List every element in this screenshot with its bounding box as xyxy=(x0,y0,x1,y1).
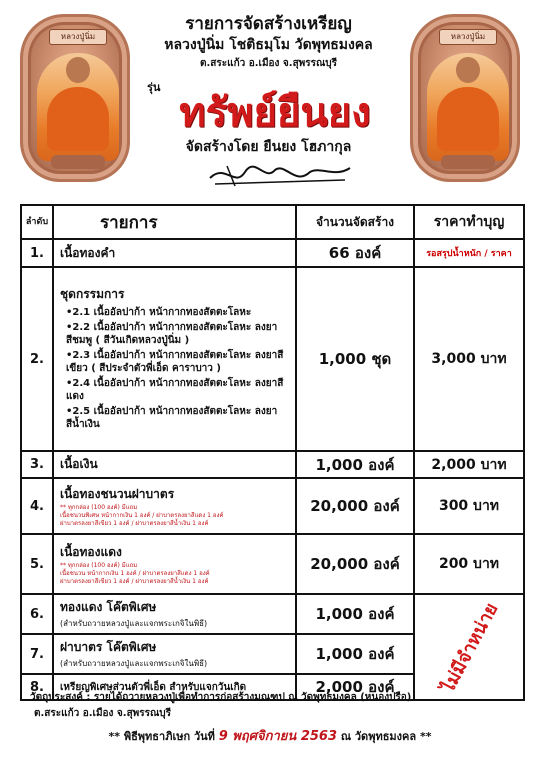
row-price: 300 บาท xyxy=(414,478,524,534)
row-price: 2,000 บาท xyxy=(414,451,524,478)
sub-item: •2.5 เนื้ออัลปาก้า หน้ากากทองสัตตะโลหะ ลงยาสีน้ำเงิน xyxy=(66,406,278,430)
monk-robe xyxy=(437,87,499,151)
purpose-line: วัตถุประสงค์ : รายได้ถวายหลวงปู่เพื่อทำการก่อสร้างมณฑป ณ วัดพุทธมงคล (หนองปรือ) xyxy=(30,692,412,703)
row-item xyxy=(53,594,296,634)
purpose-text xyxy=(30,690,520,722)
monk-head xyxy=(456,57,480,83)
ceremony-line xyxy=(30,725,510,746)
header-no: ลำดับ xyxy=(21,205,53,239)
row-item-title: ทองแดง โค๊ตพิเศษ xyxy=(60,600,157,614)
medal-image-right xyxy=(410,14,520,182)
row-note: (สำหรับถวายหลวงปู่และแจกพระเกจิในพิธี) xyxy=(60,619,208,628)
row-no: 8. xyxy=(21,674,53,700)
row-no: 3. xyxy=(21,451,53,478)
table-row xyxy=(21,478,524,534)
table-row xyxy=(21,534,524,594)
header xyxy=(0,0,537,200)
page-title: รายการจัดสร้างเหรียญ xyxy=(185,14,352,34)
bonus-note: เนื้อชนวนพิเศษ หน้ากากเงิน 1 องค์ / ฝาบาตรลงยาสีแดง 1 องค์ xyxy=(60,511,224,519)
row-price: รอสรุปน้ำหนัก / ราคา xyxy=(414,239,524,267)
row-no: 2. xyxy=(21,267,53,451)
table-row xyxy=(21,267,524,451)
row-no: 6. xyxy=(21,594,53,634)
bonus-note: ** ทุกกล่อง (100 องค์) มีแถม xyxy=(60,561,138,569)
row-no: 7. xyxy=(21,634,53,674)
row-item-title: ฝาบาตร โค๊ตพิเศษ xyxy=(60,640,157,654)
row-item xyxy=(53,478,296,534)
row-item-title: เนื้อทองชนวนฝาบาตร xyxy=(60,486,175,501)
signature-image xyxy=(205,158,355,190)
monk-name: หลวงปู่นิ่ม โชติธมฺโม วัดพุทธมงคล xyxy=(164,37,373,53)
table-row xyxy=(21,451,524,478)
medal-image-left xyxy=(20,14,130,182)
bonus-note: ฝาบาตรลงยาสีเขียว 1 องค์ / ฝาบาตรลงยาสีน้ำเงิน 1 องค์ xyxy=(60,519,209,527)
row-qty: 1,000 องค์ xyxy=(296,451,414,478)
row-no: 1. xyxy=(21,239,53,267)
medal-base xyxy=(441,155,495,169)
row-item xyxy=(53,267,296,451)
row-no: 4. xyxy=(21,478,53,534)
table-row xyxy=(21,594,524,634)
sub-item: •2.4 เนื้ออัลปาก้า หน้ากากทองสัตตะโลหะ ลงยาสีแดง xyxy=(66,378,284,402)
row-no: 5. xyxy=(21,534,53,594)
row-qty: 20,000 องค์ xyxy=(296,478,414,534)
row-qty: 2,000 องค์ xyxy=(296,674,414,700)
not-for-sale-cell xyxy=(414,594,524,700)
bonus-note: ** ทุกกล่อง (100 องค์) มีแถม xyxy=(60,503,138,511)
row-item xyxy=(53,534,296,594)
ceremony-post: ณ วัดพุทธมงคล ** xyxy=(340,730,432,743)
row-item xyxy=(53,634,296,674)
ceremony-date: 9 พฤศจิกายน 2563 xyxy=(218,729,337,744)
row-item-title: ชุดกรรมการ xyxy=(60,287,125,301)
row-qty: 1,000 ชุด xyxy=(296,267,414,451)
sub-item: •2.3 เนื้ออัลปาก้า หน้ากากทองสัตตะโลหะ ลงยาสีเขียว ( สีประจำตัวพี่เอ็ด คาราบาว ) xyxy=(66,350,284,374)
sub-item: •2.2 เนื้ออัลปาก้า หน้ากากทองสัตตะโลหะ ลงยาสีชมพู ( สีวันเกิดหลวงปู่นิ่ม ) xyxy=(66,322,278,346)
row-price: 200 บาท xyxy=(414,534,524,594)
table-row xyxy=(21,239,524,267)
ceremony-pre: ** พิธีพุทธาภิเษก วันที่ xyxy=(108,730,215,743)
production-table xyxy=(20,204,525,701)
sub-item: •2.1 เนื้ออัลปาก้า หน้ากากทองสัตตะโลหะ xyxy=(66,307,252,318)
bonus-note: เนื้อชนวน หน้ากากเงิน 1 องค์ / ฝาบาตรลงยาสีแดง 1 องค์ xyxy=(60,569,210,577)
header-price: ราคาทำบุญ xyxy=(414,205,524,239)
temple-address: ต.สระแก้ว อ.เมือง จ.สุพรรณบุรี xyxy=(199,58,337,69)
row-qty: 1,000 องค์ xyxy=(296,594,414,634)
medal-plate-text: หลวงปู่นิ่ม xyxy=(49,29,107,45)
purpose-address: ต.สระแก้ว อ.เมือง จ.สุพรรณบุรี xyxy=(34,708,172,719)
medal-plate-text: หลวงปู่นิ่ม xyxy=(439,29,497,45)
medal-base xyxy=(51,155,105,169)
row-qty: 66 องค์ xyxy=(296,239,414,267)
run-label: รุ่น xyxy=(147,81,161,94)
row-item: เหรียญพิเศษส่วนตัวพี่เอ็ด สำหรับแจกวันเกิด xyxy=(53,674,296,700)
row-qty: 20,000 องค์ xyxy=(296,534,414,594)
header-item: รายการ xyxy=(53,205,296,239)
bonus-note: ฝาบาตรลงยาสีเขียว 1 องค์ / ฝาบาตรลงยาสีน้ำเงิน 1 องค์ xyxy=(60,577,209,585)
row-qty: 1,000 องค์ xyxy=(296,634,414,674)
monk-robe xyxy=(47,87,109,151)
creator-line: จัดสร้างโดย ยืนยง โฮภากุล xyxy=(185,139,352,155)
row-price: 3,000 บาท xyxy=(414,267,524,451)
edition-name: ทรัพย์ยืนยง xyxy=(179,89,371,136)
row-item: เนื้อเงิน xyxy=(53,451,296,478)
row-item: เนื้อทองคำ xyxy=(53,239,296,267)
not-for-sale-label: ไม่มีจำหน่าย xyxy=(437,599,503,696)
header-qty: จำนวนจัดสร้าง xyxy=(296,205,414,239)
monk-head xyxy=(66,57,90,83)
row-note: (สำหรับถวายหลวงปู่และแจกพระเกจิในพิธี) xyxy=(60,659,208,668)
row-item-title: เนื้อทองแดง xyxy=(60,544,122,559)
